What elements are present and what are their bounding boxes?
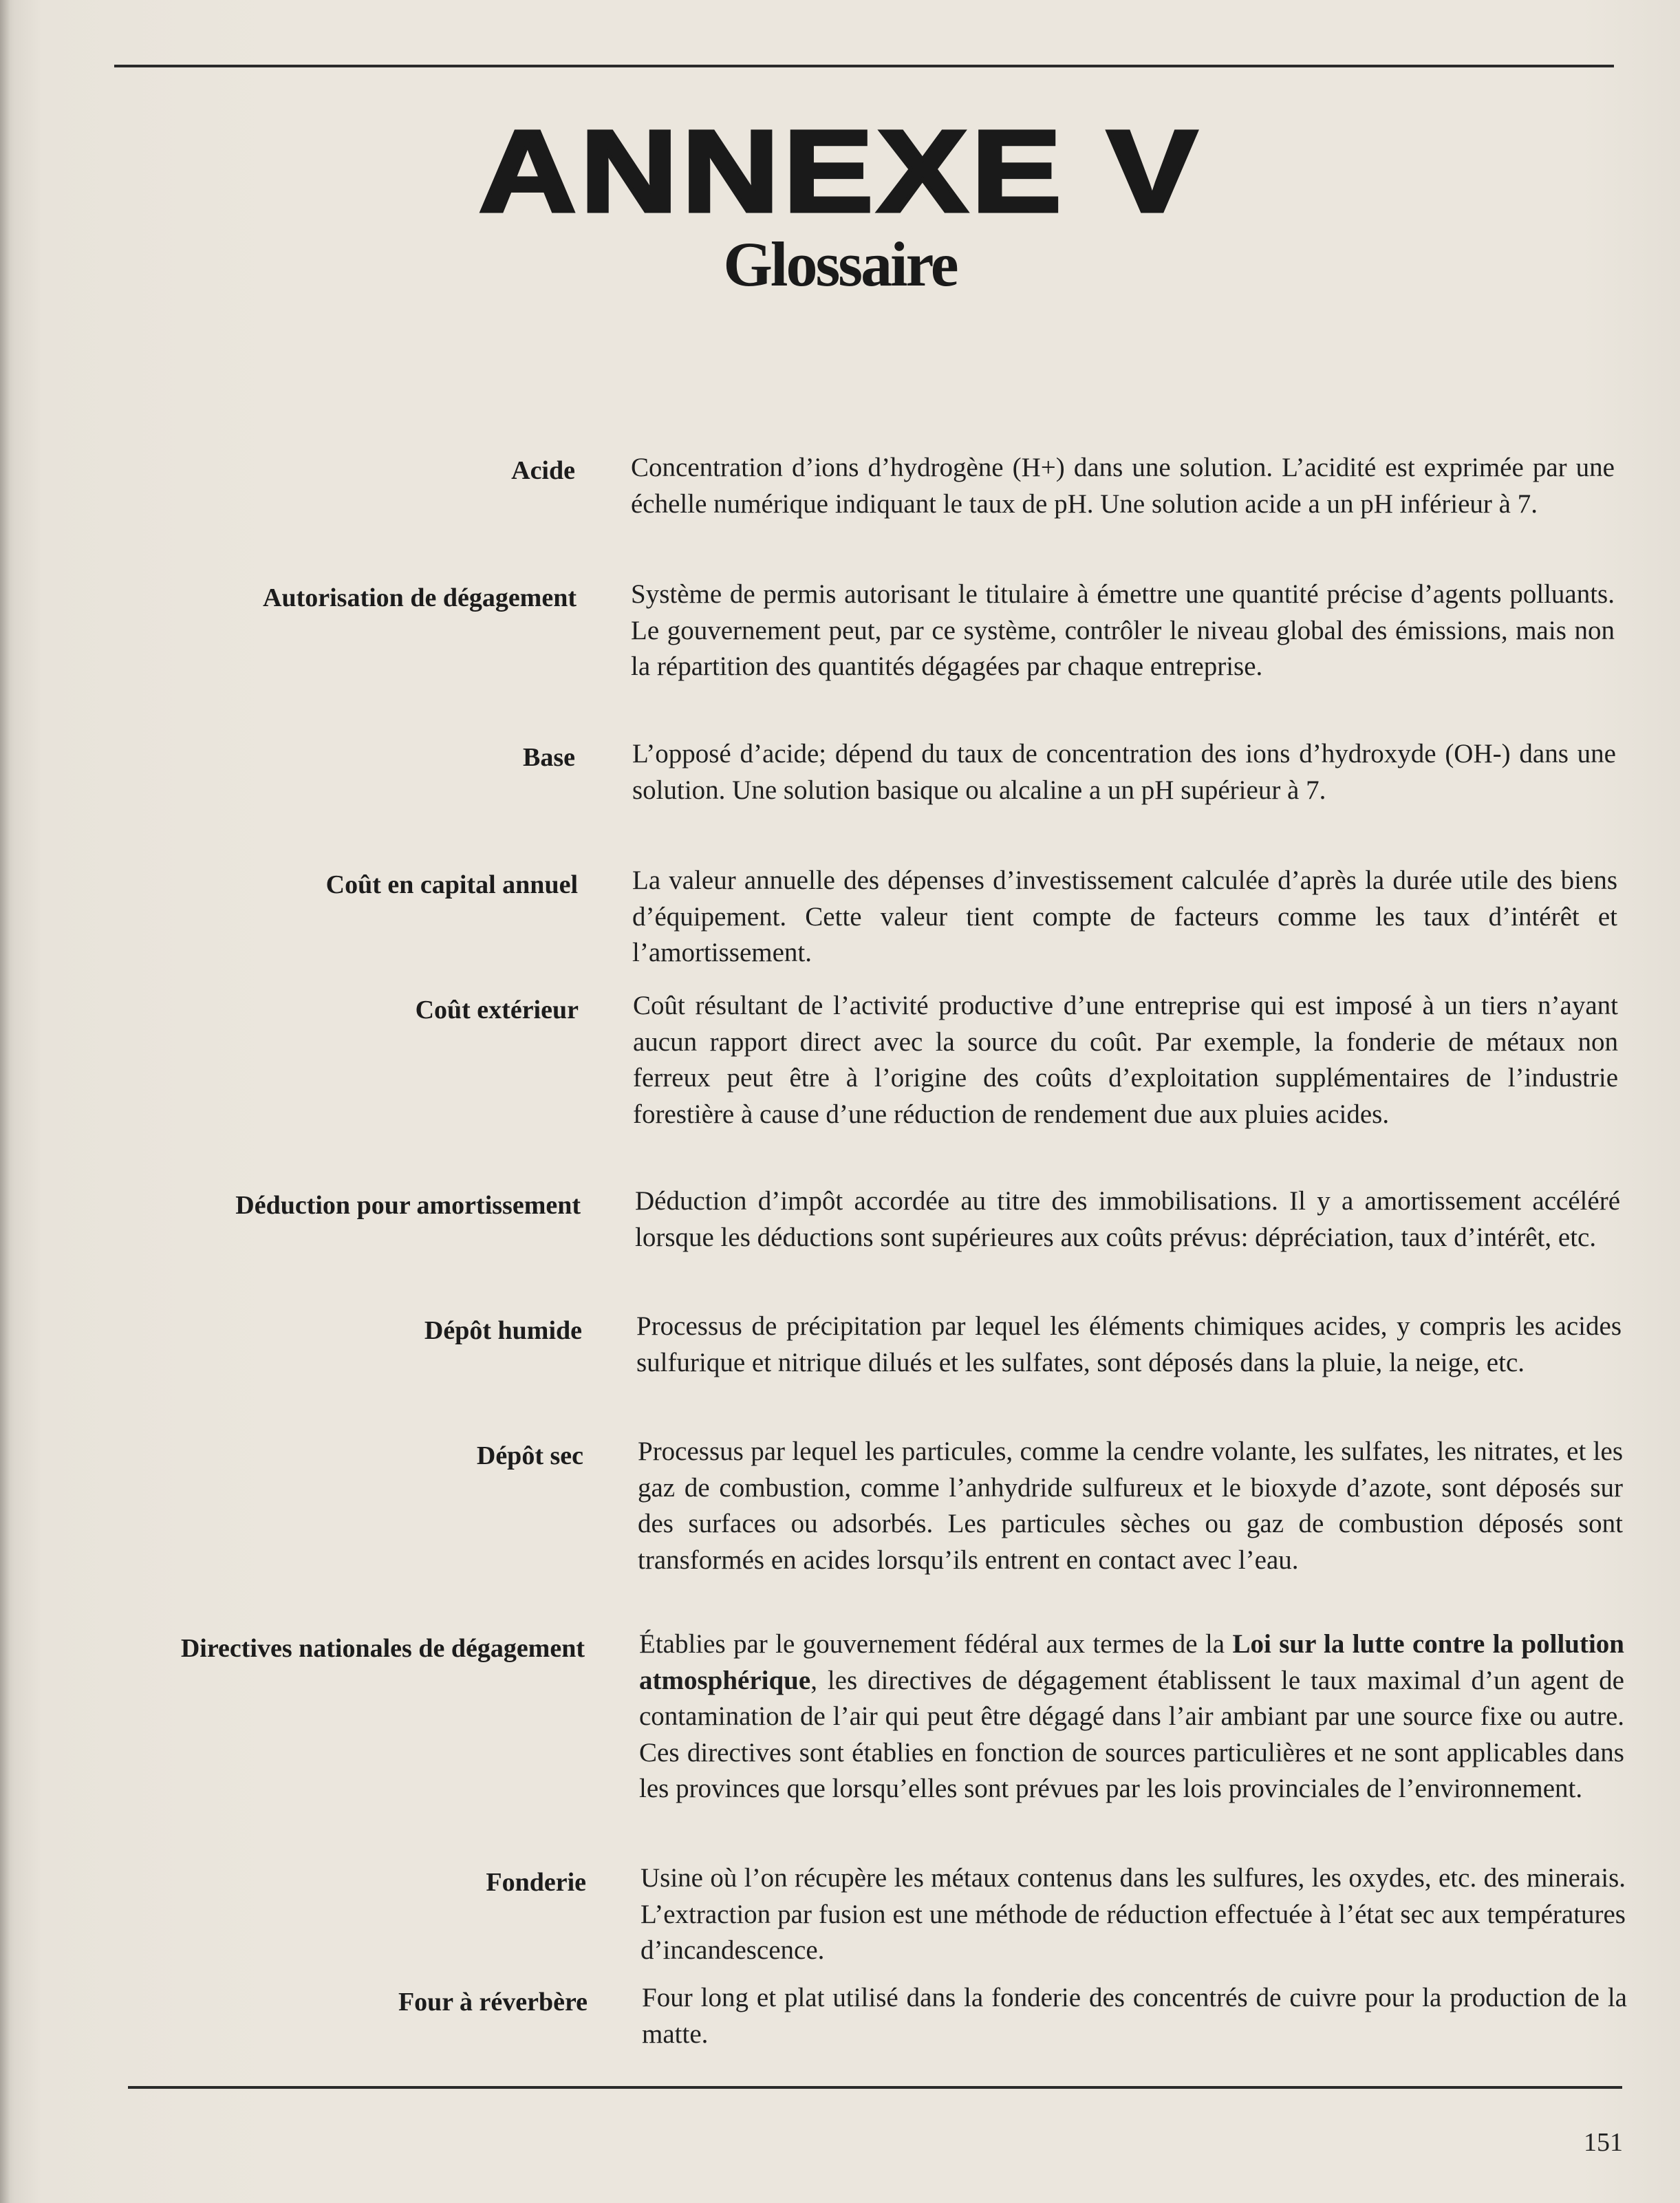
glossary-definition: Usine où l’on récupère les métaux contenus dans les sulfures, les oxydes, etc. des minerais. L’extraction par fusion est une méthode de réduction effectuée à l’état sec aux températures d’incandescence. (640, 1863, 1626, 1965)
glossary-definition (639, 1626, 1624, 1807)
glossary-term: Dépôt sec (476, 1441, 583, 1470)
glossary-definition: La valeur annuelle des dépenses d’investissement calculée d’après la durée utile des biens d’équipement. Cette valeur tient compte de facteurs comme les taux d’intérêt et l’amortissement. (632, 866, 1617, 967)
bottom-rule (128, 2086, 1622, 2089)
glossary-term: Coût en capital annuel (325, 870, 578, 899)
glossary-term: Autorisation de dégagement (263, 583, 577, 612)
glossary-definition: Concentration d’ions d’hydrogène (H+) dans une solution. L’acidité est exprimée par une échelle numérique indiquant le taux de pH. Une solution acide a un pH inférieur à 7. (631, 453, 1615, 519)
glossary-definition: Coût résultant de l’activité productive d’une entreprise qui est imposé à un tiers n’ayant aucun rapport direct avec la source du coût. Par exemple, la fonderie de métaux non ferreux peut être à l’origine des coûts d’exploitation supplémentaires de l’industrie forestière à cause d’une réduction de rendement due aux pluies acides. (633, 991, 1618, 1129)
law-title: Loi sur la lutte contre la pollution atmosphérique (639, 1629, 1624, 1695)
glossary-term: Directives nationales de dégagement (180, 1634, 585, 1663)
glossary-term: Acide (511, 456, 575, 485)
glossary-term: Déduction pour amortissement (235, 1191, 581, 1220)
glossary-term: Coût extérieur (415, 996, 579, 1024)
page-subtitle: Glossaire (723, 229, 957, 299)
glossary-term: Dépôt humide (424, 1316, 582, 1345)
definition-text: , les directives de dégagement établissent le taux maximal d’un agent de contamination de l’air qui peut être dégagé dans l’air ambiant par une source fixe ou autre. Ces directives sont établies en fonction de sources particulières et ne sont applicables dans les provinces que lorsqu’elles sont prévues par les lois provinciales de l’environnement. (639, 1665, 1624, 1803)
page-number: 151 (1584, 2128, 1623, 2157)
glossary-term: Fonderie (486, 1868, 586, 1897)
glossary-definition: Système de permis autorisant le titulaire à émettre une quantité précise d’agents polluants. Le gouvernement peut, par ce système, contrôler le niveau global des émissions, mais non la répartition des quantités dégagées par chaque entreprise. (631, 579, 1615, 681)
glossary-definition: Processus par lequel les particules, comme la cendre volante, les sulfates, les nitrates, et les gaz de combustion, comme l’anhydride sulfureux et le bioxyde d’azote, sont déposés sur des surfaces ou adsorbés. Les particules sèches ou gaz de combustion déposés sont transformés en acides lorsqu’ils entrent en contact avec l’eau. (638, 1437, 1623, 1575)
page-title: ANNEXE V (478, 106, 1201, 237)
definition-text: Établies par le gouvernement fédéral aux termes de la (639, 1629, 1233, 1659)
glossary-definition: Déduction d’impôt accordée au titre des immobilisations. Il y a amortissement accéléré lorsque les déductions sont supérieures aux coûts prévus: dépréciation, taux d’intérêt, etc. (635, 1186, 1620, 1252)
glossary-definition: L’opposé d’acide; dépend du taux de concentration des ions d’hydroxyde (OH-) dans une solution. Une solution basique ou alcaline a un pH supérieur à 7. (632, 739, 1616, 805)
glossary-definition: Processus de précipitation par lequel les éléments chimiques acides, y compris les acides sulfurique et nitrique dilués et les sulfates, sont déposés dans la pluie, la neige, etc. (636, 1311, 1622, 1377)
glossary-term: Four à réverbère (398, 1988, 588, 2017)
glossary-definition: Four long et plat utilisé dans la fonderie des concentrés de cuivre pour la production de la matte. (642, 1983, 1627, 2049)
glossary-term: Base (523, 743, 575, 772)
top-rule (114, 65, 1614, 67)
